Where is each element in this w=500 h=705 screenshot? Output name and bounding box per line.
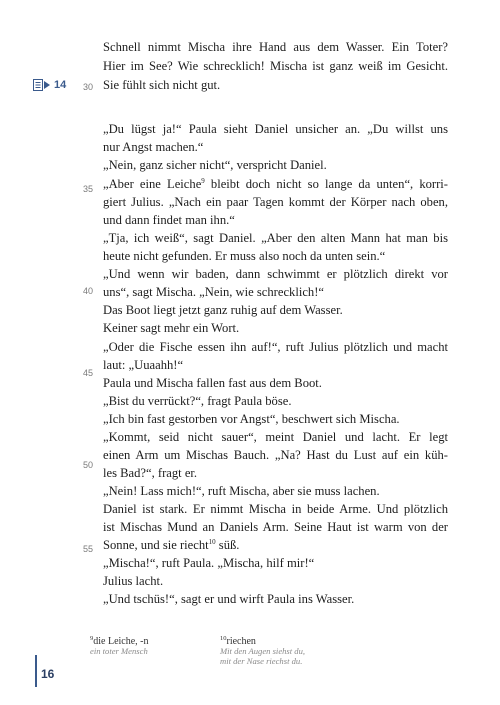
text-line: les Bad?“, fragt er. xyxy=(103,466,198,480)
audio-track-marker xyxy=(33,76,66,94)
text-line: Sonne, und sie riecht$^{10}$ süß. xyxy=(103,538,240,552)
footnote-gloss: Mit den Augen siehst du, xyxy=(220,646,306,656)
text-line: „Oder die Fische essen ihn auf!“, ruft Julius plötzlich und macht xyxy=(103,340,448,354)
line-number: 50 xyxy=(83,460,94,470)
text-line: Keiner sagt mehr ein Wort. xyxy=(103,321,240,335)
text-line: Hier im See? Wie schrecklich! Mischa ist ganz weiß im Gesicht. xyxy=(103,59,448,73)
footnote xyxy=(220,636,305,666)
footnote-ref: 9 xyxy=(201,177,205,185)
footnote-headword: $^{10}$riechen xyxy=(220,635,256,647)
line-number: 35 xyxy=(83,184,94,194)
text-line: „Bist du verrückt?“, fragt Paula böse. xyxy=(103,394,292,408)
audio-track-icon xyxy=(33,79,51,91)
text-line: „Nein! Lass mich!“, ruft Mischa, aber sie muss lachen. xyxy=(103,484,380,498)
page-number: 16 xyxy=(41,667,55,681)
page-number-rule xyxy=(35,655,37,687)
audio-track-number: 14 xyxy=(54,79,67,91)
text-line: „Du lügst ja!“ Paula sieht Daniel unsicher an. „Du willst uns xyxy=(103,122,448,136)
text-line: ist Mischas Mund an Daniels Arm. Seine Haut ist warm von der xyxy=(103,520,448,534)
line-number: 55 xyxy=(83,544,94,554)
text-line: uns“, sagt Mischa. „Nein, wie schrecklich!“ xyxy=(103,285,325,299)
text-line: Julius lacht. xyxy=(103,574,164,588)
text-line: „Tja, ich weiß“, sagt Daniel. „Aber den alten Mann hat man bis xyxy=(103,231,448,245)
text-line: Paula und Mischa fallen fast aus dem Boot. xyxy=(103,376,322,390)
footnote-gloss: ein toter Mensch xyxy=(90,646,148,656)
text-line: heute nicht gefunden. Er muss also noch da unten sein.“ xyxy=(103,249,386,263)
footnote-headword: $^9$die Leiche, -n xyxy=(90,635,149,647)
text-line: nur Angst machen.“ xyxy=(103,140,204,154)
text-line: „Aber eine Leiche$^9$ bleibt doch nicht so lange da unten“, korri- xyxy=(103,177,448,191)
line-number: 40 xyxy=(83,286,94,296)
footnote xyxy=(90,636,149,657)
text-line: Sie fühlt sich nicht gut. xyxy=(103,78,221,92)
text-line: „Nein, ganz sicher nicht“, verspricht Daniel. xyxy=(103,158,327,172)
footnote-gloss: mit der Nase riechst du. xyxy=(220,655,303,666)
text-line: und dann findet man ihn.“ xyxy=(103,213,235,227)
text-line: „Und wenn wir baden, dann schwimmt er plötzlich direkt vor xyxy=(103,267,448,281)
text-line: „Mischa!“, ruft Paula. „Mischa, hilf mir!“ xyxy=(103,556,315,570)
line-number: 30 xyxy=(83,82,94,92)
text-line: „Und tschüs!“, sagt er und wirft Paula ins Wasser. xyxy=(103,592,355,606)
text-line: „Ich bin fast gestorben vor Angst“, beschwert sich Mischa. xyxy=(103,412,400,426)
text-line: Das Boot liegt jetzt ganz ruhig auf dem Wasser. xyxy=(103,303,343,317)
text-line: einen Arm um Mischas Bauch. „Na? Hast du Lust auf ein küh- xyxy=(103,448,448,462)
text-line: „Kommt, seid nicht sauer“, meint Daniel und lacht. Er legt xyxy=(103,430,448,444)
line-number: 45 xyxy=(83,368,94,378)
text-line: laut: „Uuaahh!“ xyxy=(103,358,184,372)
footnote-ref: 10 xyxy=(208,538,216,546)
text-line: giert Julius. „Nach ein paar Tagen kommt der Körper nach oben, xyxy=(103,195,448,209)
text-line: Daniel ist stark. Er nimmt Mischa in beide Arme. Und plötzlich xyxy=(103,502,448,516)
text-line: Schnell nimmt Mischa ihre Hand aus dem Wasser. Ein Toter? xyxy=(103,40,448,54)
